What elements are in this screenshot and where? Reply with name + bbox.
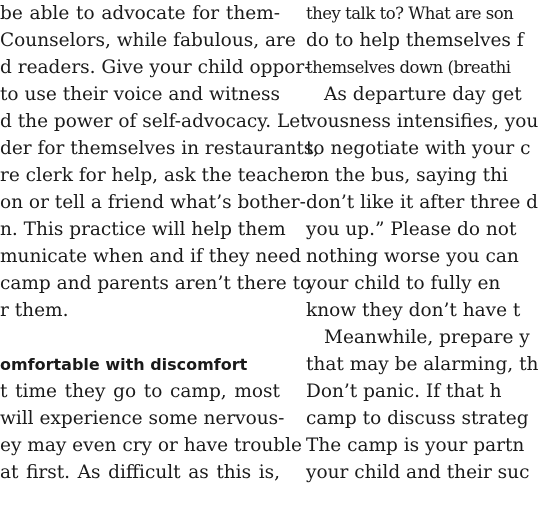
text-line: r them. <box>0 300 69 321</box>
text-line: do to help themselves f <box>306 30 524 51</box>
text-line: that may be alarming, th <box>306 354 538 375</box>
text-line: your child to fully en <box>306 273 501 294</box>
text-line: to use their voice and witness <box>0 84 281 105</box>
text-line: ey may even cry or have trouble <box>0 435 302 456</box>
text-line: be able to advocate for them- <box>0 3 280 24</box>
right-column <box>306 0 538 486</box>
text-line: to negotiate with your c <box>306 138 531 159</box>
section-heading: omfortable with discomfort <box>0 355 248 374</box>
text-line: you up.” Please do not <box>306 219 517 240</box>
text-line: As departure day get <box>324 84 522 105</box>
text-line: on or tell a friend what’s bother- <box>0 192 306 213</box>
text-line: t time they go to camp, most <box>0 381 280 402</box>
text-line: at first. As difficult as this is, <box>0 462 280 483</box>
text-line: vousness intensifies, you <box>306 111 538 132</box>
text-line: Counselors, while fabulous, are <box>0 30 296 51</box>
text-line: der for themselves in restaurants, <box>0 138 320 159</box>
text-line: don’t like it after three d <box>306 192 538 213</box>
text-line: nothing worse you can <box>306 246 519 267</box>
text-line: know they don’t have t <box>306 300 521 321</box>
text-line: camp and parents aren’t there to <box>0 273 312 294</box>
text-line: Meanwhile, prepare y <box>324 327 530 348</box>
text-line: they talk to? What are son <box>306 4 514 23</box>
text-line: on the bus, saying thi <box>306 165 508 186</box>
text-line: n. This practice will help them <box>0 219 286 240</box>
text-line: re clerk for help, ask the teacher <box>0 165 310 186</box>
text-line: camp to discuss strateg <box>306 408 529 429</box>
paragraph-gap <box>0 324 280 351</box>
text-line: d the power of self-advocacy. Let <box>0 111 308 132</box>
text-line: your child and their suc <box>306 462 530 483</box>
text-line: Don’t panic. If that h <box>306 381 502 402</box>
text-line: The camp is your partn <box>306 435 525 456</box>
text-line: will experience some nervous- <box>0 408 285 429</box>
text-line: d readers. Give your child oppor- <box>0 57 311 78</box>
text-line: municate when and if they need <box>0 246 302 267</box>
text-line: themselves down (breathi <box>306 58 511 77</box>
